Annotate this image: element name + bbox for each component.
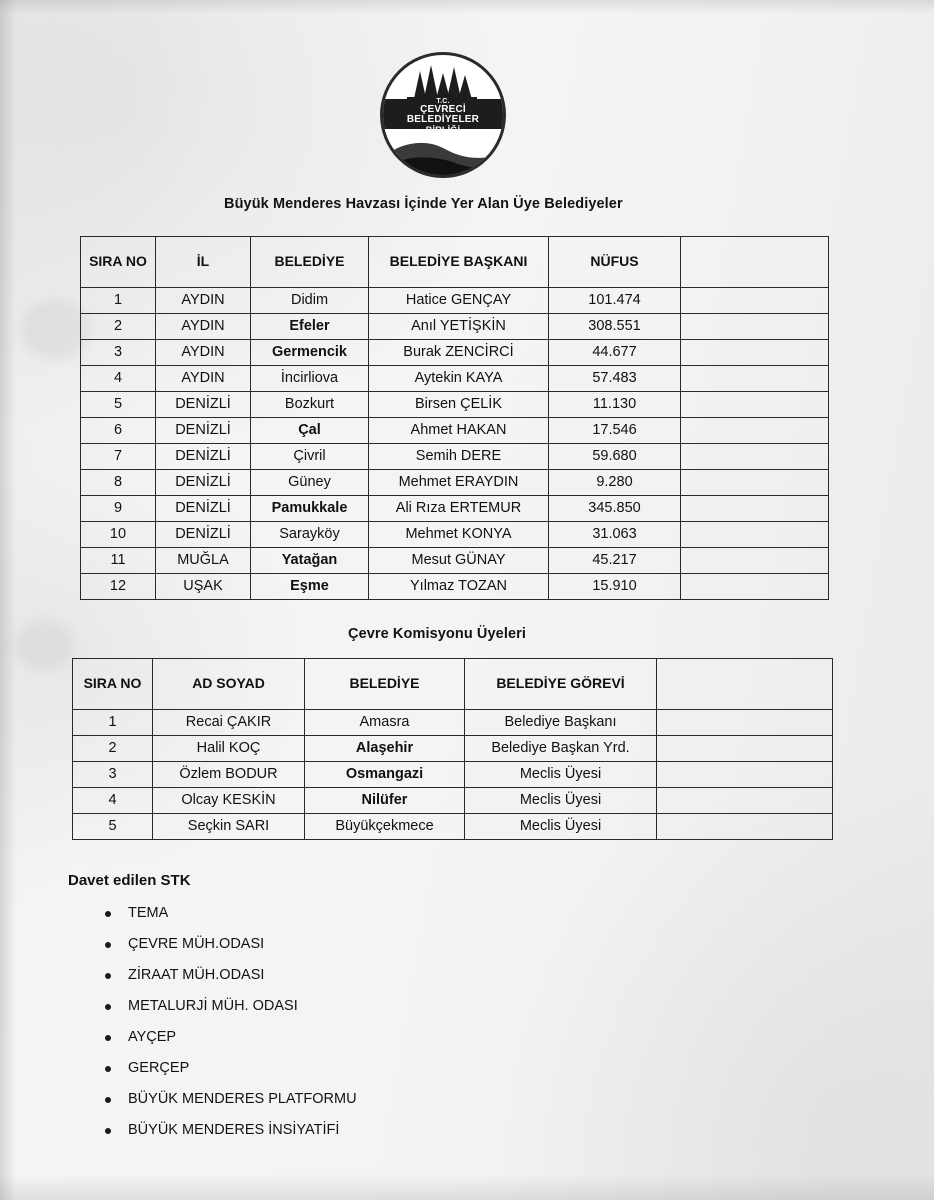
cell-sira-no: 1 xyxy=(81,288,156,314)
cell-il: DENİZLİ xyxy=(156,418,251,444)
stk-section-title: Davet edilen STK xyxy=(68,872,191,889)
cell-belediye-baskani: Semih DERE xyxy=(369,444,549,470)
cell-belediye: Çivril xyxy=(251,444,369,470)
cell-belediye: Sarayköy xyxy=(251,522,369,548)
cell-sira-no: 4 xyxy=(73,788,153,814)
cell-belediye: Çal xyxy=(251,418,369,444)
cell-sira-no: 2 xyxy=(81,314,156,340)
cell-nufus: 308.551 xyxy=(549,314,681,340)
paper-smudge xyxy=(14,620,74,670)
cell-sira-no: 5 xyxy=(73,814,153,840)
cell-sira-no: 10 xyxy=(81,522,156,548)
table-row xyxy=(81,314,829,340)
cell-sira-no: 5 xyxy=(81,392,156,418)
cell-ad-soyad: Recai ÇAKIR xyxy=(153,710,305,736)
cell-empty xyxy=(681,366,829,392)
list-item: BÜYÜK MENDERES PLATFORMU xyxy=(128,1084,357,1115)
table-row xyxy=(81,418,829,444)
cell-nufus: 59.680 xyxy=(549,444,681,470)
cell-empty xyxy=(681,288,829,314)
col-nufus: NÜFUS xyxy=(549,237,681,288)
cell-belediye: Amasra xyxy=(305,710,465,736)
cell-belediye: Güney xyxy=(251,470,369,496)
cell-il: DENİZLİ xyxy=(156,470,251,496)
cell-il: UŞAK xyxy=(156,574,251,600)
cell-il: AYDIN xyxy=(156,314,251,340)
cell-sira-no: 12 xyxy=(81,574,156,600)
cell-belediye: Nilüfer xyxy=(305,788,465,814)
cell-ad-soyad: Halil KOÇ xyxy=(153,736,305,762)
page-edge-shadow-left xyxy=(0,0,16,1200)
cell-il: AYDIN xyxy=(156,340,251,366)
logo-tc-text: T.C. xyxy=(436,98,450,105)
member-municipalities-table xyxy=(80,236,829,600)
page-edge-shadow-top xyxy=(0,0,934,14)
cell-belediye-gorevi: Belediye Başkanı xyxy=(465,710,657,736)
cell-empty xyxy=(681,574,829,600)
col-sira-no: SIRA NO xyxy=(81,237,156,288)
cell-belediye-baskani: Burak ZENCİRCİ xyxy=(369,340,549,366)
cell-empty xyxy=(657,814,833,840)
table-row xyxy=(81,392,829,418)
cell-empty xyxy=(681,340,829,366)
table-row xyxy=(81,522,829,548)
list-item: TEMA xyxy=(128,898,357,929)
col-empty xyxy=(657,659,833,710)
cell-sira-no: 1 xyxy=(73,710,153,736)
table-row xyxy=(73,814,833,840)
cell-ad-soyad: Özlem BODUR xyxy=(153,762,305,788)
page-edge-shadow-bottom xyxy=(0,1174,934,1200)
logo-line1-text: ÇEVRECİ BELEDİYELER xyxy=(406,104,480,126)
cell-belediye: Bozkurt xyxy=(251,392,369,418)
table-row xyxy=(81,548,829,574)
cell-belediye-gorevi: Meclis Üyesi xyxy=(465,814,657,840)
cell-belediye: Efeler xyxy=(251,314,369,340)
cell-belediye: Pamukkale xyxy=(251,496,369,522)
table-row xyxy=(81,470,829,496)
list-item: METALURJİ MÜH. ODASI xyxy=(128,991,357,1022)
cell-nufus: 15.910 xyxy=(549,574,681,600)
cell-il: DENİZLİ xyxy=(156,444,251,470)
table2-heading: Çevre Komisyonu Üyeleri xyxy=(348,626,526,642)
cell-nufus: 9.280 xyxy=(549,470,681,496)
cell-empty xyxy=(657,788,833,814)
cell-belediye-baskani: Ahmet HAKAN xyxy=(369,418,549,444)
table-row xyxy=(81,444,829,470)
table-row xyxy=(81,496,829,522)
cell-belediye-baskani: Mehmet KONYA xyxy=(369,522,549,548)
col-belediye-gorevi: BELEDİYE GÖREVİ xyxy=(465,659,657,710)
cell-empty xyxy=(657,762,833,788)
cell-belediye-baskani: Anıl YETİŞKİN xyxy=(369,314,549,340)
cell-belediye: Yatağan xyxy=(251,548,369,574)
cell-nufus: 31.063 xyxy=(549,522,681,548)
cell-belediye: Germencik xyxy=(251,340,369,366)
table-row xyxy=(81,340,829,366)
cell-ad-soyad: Seçkin SARI xyxy=(153,814,305,840)
cell-sira-no: 6 xyxy=(81,418,156,444)
cell-belediye-baskani: Yılmaz TOZAN xyxy=(369,574,549,600)
cell-nufus: 57.483 xyxy=(549,366,681,392)
cell-belediye: Eşme xyxy=(251,574,369,600)
cell-belediye: Didim xyxy=(251,288,369,314)
cell-nufus: 345.850 xyxy=(549,496,681,522)
cell-sira-no: 2 xyxy=(73,736,153,762)
col-belediye-baskani: BELEDİYE BAŞKANI xyxy=(369,237,549,288)
cell-belediye-baskani: Aytekin KAYA xyxy=(369,366,549,392)
cell-sira-no: 11 xyxy=(81,548,156,574)
cell-nufus: 101.474 xyxy=(549,288,681,314)
cell-belediye: Alaşehir xyxy=(305,736,465,762)
environment-commission-table xyxy=(72,658,833,840)
table-row xyxy=(73,762,833,788)
cell-belediye-baskani: Mesut GÜNAY xyxy=(369,548,549,574)
cell-belediye: Osmangazi xyxy=(305,762,465,788)
list-item: AYÇEP xyxy=(128,1022,357,1053)
cell-sira-no: 3 xyxy=(73,762,153,788)
logo-circle xyxy=(380,52,506,178)
table-row xyxy=(81,288,829,314)
col-ad-soyad: AD SOYAD xyxy=(153,659,305,710)
table-row xyxy=(81,574,829,600)
list-item: ÇEVRE MÜH.ODASI xyxy=(128,929,357,960)
table-header-row xyxy=(81,237,829,288)
cell-nufus: 11.130 xyxy=(549,392,681,418)
cell-il: AYDIN xyxy=(156,288,251,314)
organization-logo xyxy=(372,52,508,176)
cell-il: DENİZLİ xyxy=(156,392,251,418)
cell-empty xyxy=(681,496,829,522)
cell-empty xyxy=(681,548,829,574)
cell-sira-no: 9 xyxy=(81,496,156,522)
cell-belediye: Büyükçekmece xyxy=(305,814,465,840)
col-belediye: BELEDİYE xyxy=(305,659,465,710)
cell-empty xyxy=(681,392,829,418)
cell-empty xyxy=(681,418,829,444)
col-empty xyxy=(681,237,829,288)
cell-belediye-baskani: Hatice GENÇAY xyxy=(369,288,549,314)
stk-list xyxy=(96,898,357,1146)
col-il: İL xyxy=(156,237,251,288)
cell-belediye-gorevi: Meclis Üyesi xyxy=(465,762,657,788)
table-row xyxy=(73,710,833,736)
cell-il: AYDIN xyxy=(156,366,251,392)
col-sira-no: SIRA NO xyxy=(73,659,153,710)
cell-il: DENİZLİ xyxy=(156,496,251,522)
cell-belediye-baskani: Ali Rıza ERTEMUR xyxy=(369,496,549,522)
cell-belediye-baskani: Birsen ÇELİK xyxy=(369,392,549,418)
cell-belediye-gorevi: Meclis Üyesi xyxy=(465,788,657,814)
cell-il: DENİZLİ xyxy=(156,522,251,548)
cell-empty xyxy=(681,444,829,470)
cell-empty xyxy=(657,710,833,736)
list-item: BÜYÜK MENDERES İNSİYATİFİ xyxy=(128,1115,357,1146)
table-row xyxy=(81,366,829,392)
logo-line2-text: BİRLİĞİ xyxy=(425,124,461,135)
table-header-row xyxy=(73,659,833,710)
table1-heading: Büyük Menderes Havzası İçinde Yer Alan Üye Belediyeler xyxy=(224,196,623,212)
cell-sira-no: 4 xyxy=(81,366,156,392)
table-row xyxy=(73,788,833,814)
cell-empty xyxy=(657,736,833,762)
cell-sira-no: 7 xyxy=(81,444,156,470)
col-belediye: BELEDİYE xyxy=(251,237,369,288)
hills-icon xyxy=(383,124,503,175)
cell-belediye-baskani: Mehmet ERAYDIN xyxy=(369,470,549,496)
cell-sira-no: 3 xyxy=(81,340,156,366)
list-item: GERÇEP xyxy=(128,1053,357,1084)
cell-sira-no: 8 xyxy=(81,470,156,496)
cell-empty xyxy=(681,522,829,548)
cell-belediye-gorevi: Belediye Başkan Yrd. xyxy=(465,736,657,762)
cell-nufus: 45.217 xyxy=(549,548,681,574)
cell-belediye: İncirliova xyxy=(251,366,369,392)
cell-nufus: 17.546 xyxy=(549,418,681,444)
cell-empty xyxy=(681,314,829,340)
cell-il: MUĞLA xyxy=(156,548,251,574)
cell-empty xyxy=(681,470,829,496)
cell-nufus: 44.677 xyxy=(549,340,681,366)
list-item: ZİRAAT MÜH.ODASI xyxy=(128,960,357,991)
cell-ad-soyad: Olcay KESKİN xyxy=(153,788,305,814)
logo-name-band xyxy=(383,99,503,129)
table-row xyxy=(73,736,833,762)
